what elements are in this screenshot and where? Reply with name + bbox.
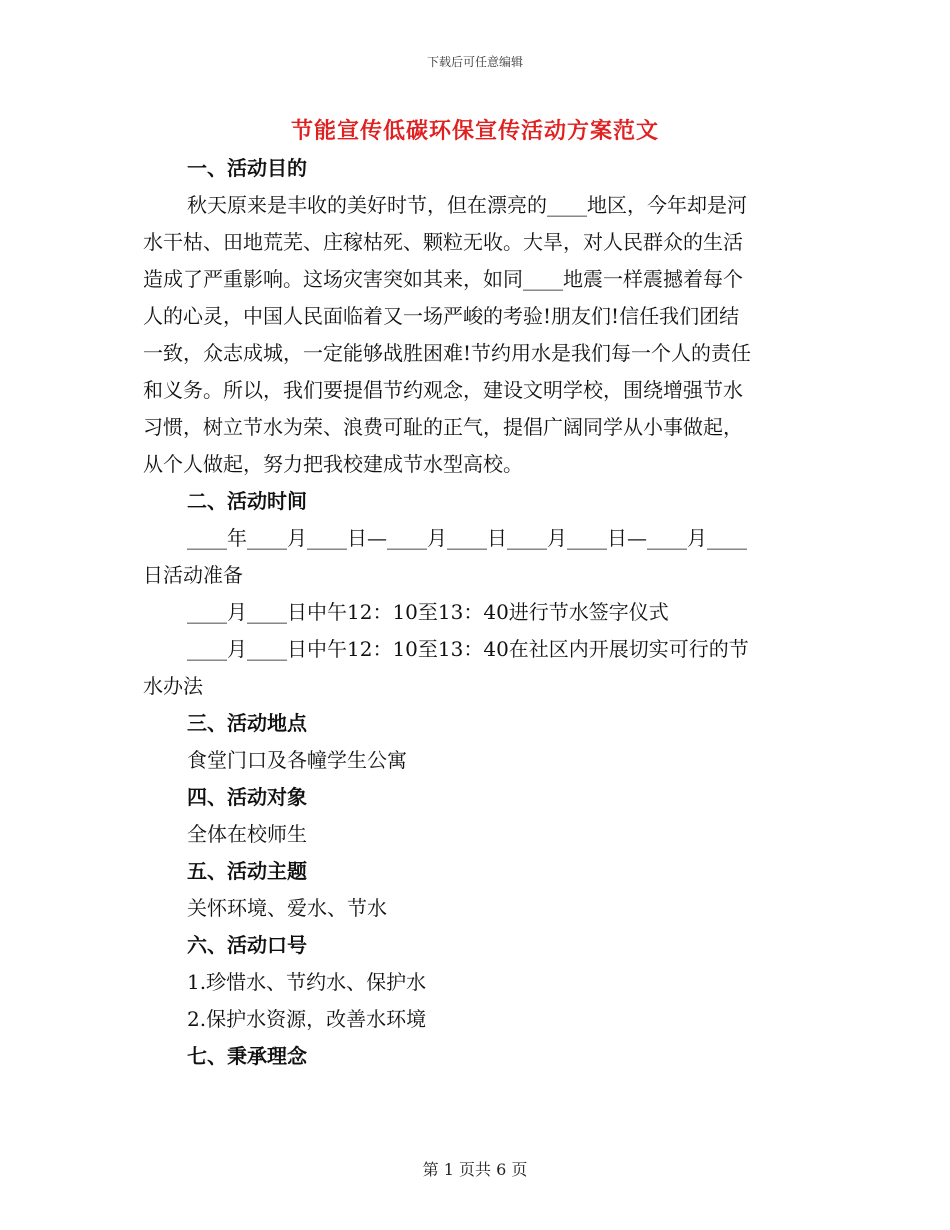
paragraph-line: 2.保护水资源，改善水环境 bbox=[187, 1007, 427, 1031]
section-heading: 三、活动地点 bbox=[187, 711, 307, 735]
page-header: 下载后可任意编辑 bbox=[426, 55, 523, 69]
document-body bbox=[143, 150, 803, 1075]
paragraph-line: 关怀环境、爱水、节水 bbox=[187, 896, 387, 920]
paragraph-line: ____月____日中午12：10至13：40进行节水签字仪式 bbox=[187, 600, 669, 624]
paragraph-line: 习惯，树立节水为荣、浪费可耻的正气，提倡广阔同学从小事做起， bbox=[143, 415, 743, 439]
paragraph-line: 造成了严重影响。这场灾害突如其来，如同____地震一样震撼着每个 bbox=[143, 267, 743, 291]
paragraph-line: 秋天原来是丰收的美好时节，但在漂亮的____地区，今年却是河 bbox=[187, 193, 747, 217]
paragraph-line: 食堂门口及各幢学生公寓 bbox=[187, 748, 407, 772]
paragraph-line: 全体在校师生 bbox=[187, 822, 307, 846]
section-heading: 五、活动主题 bbox=[187, 859, 307, 883]
paragraph-line: 1.珍惜水、节约水、保护水 bbox=[187, 970, 427, 994]
paragraph-line: 水办法 bbox=[143, 674, 203, 698]
page-footer: 第 1 页共 6 页 bbox=[422, 1160, 528, 1179]
section-heading: 一、活动目的 bbox=[187, 156, 307, 180]
paragraph-line: 一致，众志成城，一定能够战胜困难!节约用水是我们每一个人的责任 bbox=[143, 341, 752, 365]
section-heading: 六、活动口号 bbox=[187, 933, 307, 957]
paragraph-line: 水干枯、田地荒芜、庄稼枯死、颗粒无收。大旱，对人民群众的生活 bbox=[143, 230, 743, 254]
paragraph-line: ____月____日中午12：10至13：40在社区内开展切实可行的节 bbox=[187, 637, 749, 661]
section-heading: 四、活动对象 bbox=[187, 785, 307, 809]
paragraph-line: 和义务。所以，我们要提倡节约观念，建设文明学校，围绕增强节水 bbox=[143, 378, 743, 402]
section-heading: 二、活动时间 bbox=[187, 489, 307, 513]
document-title: 节能宣传低碳环保宣传活动方案范文 bbox=[290, 118, 659, 144]
section-heading: 七、秉承理念 bbox=[187, 1044, 307, 1068]
paragraph-line: ____年____月____日—____月____日____月____日—____月____ bbox=[187, 526, 747, 550]
paragraph-line: 日活动准备 bbox=[143, 563, 243, 587]
paragraph-line: 从个人做起，努力把我校建成节水型高校。 bbox=[143, 452, 523, 476]
paragraph-line: 人的心灵，中国人民面临着又一场严峻的考验!朋友们!信任我们团结 bbox=[143, 304, 740, 328]
